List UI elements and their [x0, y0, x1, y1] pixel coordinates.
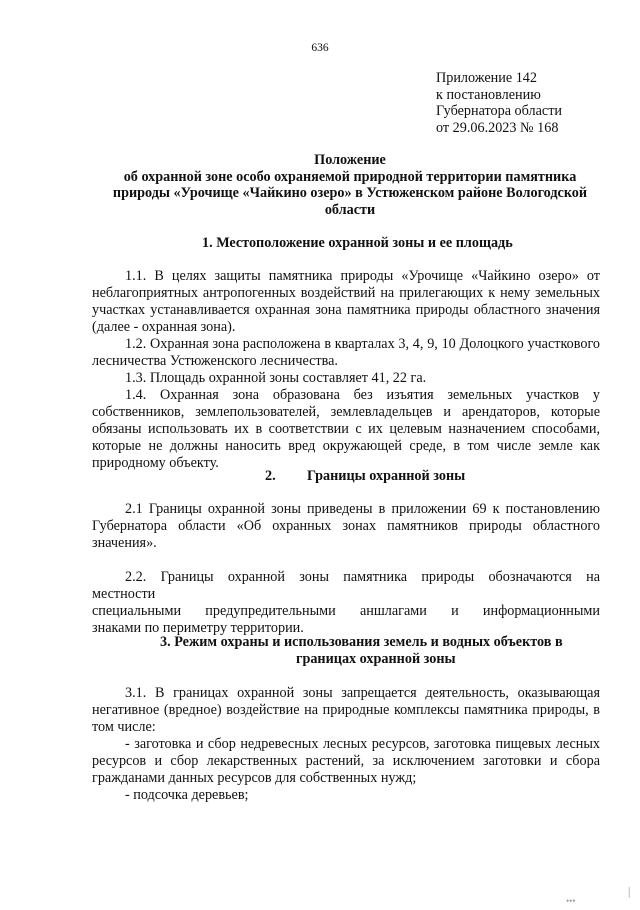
- title-line: природы «Урочище «Чайкино озеро» в Устюженском районе Вологодской: [112, 185, 588, 201]
- section-1-heading: 1. Местоположение охранной зоны и ее площадь: [202, 235, 513, 251]
- section-2-heading-number: 2.: [265, 468, 276, 484]
- title-line: Положение: [314, 152, 386, 168]
- paragraph-1-1: 1.1. В целях защиты памятника природы «Урочище «Чайкино озеро» от неблагоприятных антропогенных воздействий на прилегающих к нему земельных участках устанавливается охранная зона памятника природы областного значения (далее - охранная зона).: [92, 268, 600, 335]
- appendix-line: Губернатора области: [436, 103, 562, 119]
- list-item: - подсочка деревьев;: [125, 787, 249, 803]
- paragraph-line: 2.2. Границы охранной зоны памятника природы обозначаются на: [125, 569, 600, 585]
- section-2-heading: Границы охранной зоны: [307, 468, 466, 484]
- paragraph-3-1: 3.1. В границах охранной зоны запрещается деятельность, оказывающая негативное (вредное) воздействие на природные комплексы памятника природы, в том числе:: [92, 685, 600, 735]
- paragraph-1-4: 1.4. Охранная зона образована без изъятия земельных участков у собственников, землепользователей, землевладельцев и арендаторов, которые обязаны использовать их в соответствии с их целевым назначением способами, которые не должны наносить вред окружающей среде, в том числе земле как природному объекту.: [92, 387, 600, 471]
- section-3-heading-cont: границах охранной зоны: [296, 651, 456, 667]
- paragraph-1-2: 1.2. Охранная зона расположена в кварталах 3, 4, 9, 10 Долоцкого участкового лесничества Устюженского лесничества.: [92, 336, 600, 369]
- paragraph-1-3: 1.3. Площадь охранной зоны составляет 41, 22 га.: [125, 370, 427, 386]
- appendix-line: к постановлению: [436, 86, 541, 103]
- paragraph-line: знаками по периметру территории.: [92, 620, 304, 636]
- title-line: об охранной зоне особо охраняемой природной территории памятника: [123, 168, 577, 185]
- list-item: - заготовка и сбор недревесных лесных ресурсов, заготовка пищевых лесных ресурсов и сбор лекарственных растений, за исключением заготовки и сбора гражданами данных ресурсов для собственных нужд;: [92, 736, 600, 786]
- document-title: [90, 152, 610, 218]
- paragraph-line: местности: [92, 586, 156, 602]
- page-number: 636: [311, 42, 329, 54]
- appendix-line: Приложение 142: [436, 70, 537, 86]
- scan-mark: │: [626, 887, 633, 897]
- appendix-line: от 29.06.2023 № 168: [436, 119, 559, 136]
- scan-mark: •••: [566, 896, 576, 906]
- appendix-block: [436, 70, 626, 136]
- section-3-heading: 3. Режим охраны и использования земель и водных объектов в: [160, 634, 563, 650]
- paragraph-line: специальными предупредительными аншлагами и информационными: [92, 603, 600, 619]
- paragraph-2-2: [92, 569, 600, 637]
- title-line: области: [324, 201, 376, 218]
- paragraph-2-1: 2.1 Границы охранной зоны приведены в приложении 69 к постановлению Губернатора области «Об охранных зонах памятников природы областного значения».: [92, 501, 600, 551]
